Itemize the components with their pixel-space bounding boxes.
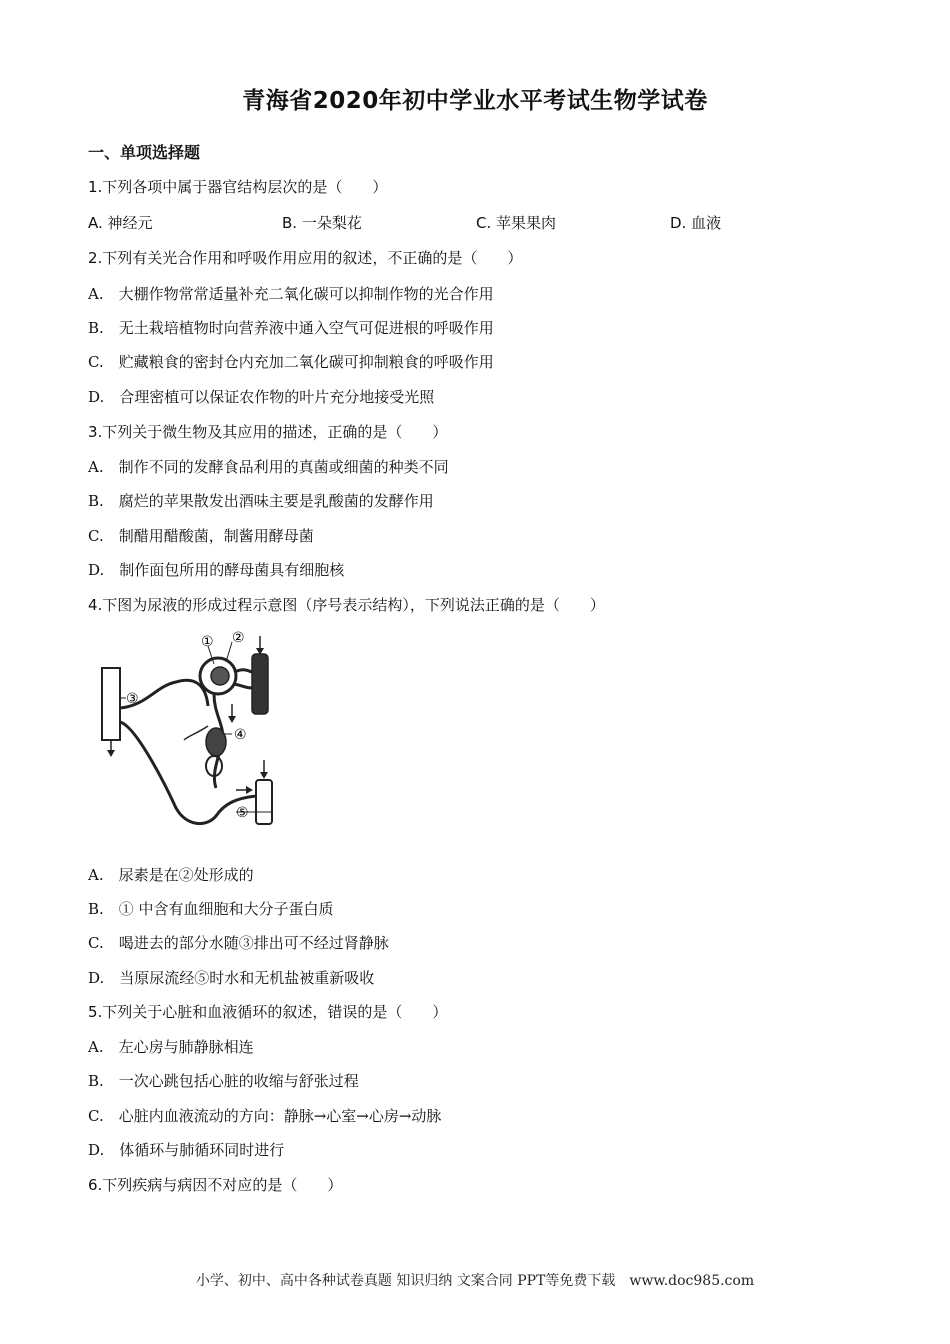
question-5-option-a: A. 左心房与肺静脉相连: [88, 1038, 254, 1056]
section-heading: 一、单项选择题: [88, 143, 201, 162]
glomerulus-shape: [211, 667, 229, 685]
question-4-option-c: C. 喝进去的部分水随③排出可不经过肾静脉: [88, 934, 389, 952]
label-3: ③: [126, 691, 139, 707]
question-2-option-b: B. 无土栽培植物时向营养液中通入空气可促进根的呼吸作用: [88, 319, 494, 337]
question-4-stem: 4.下图为尿液的形成过程示意图（序号表示结构），下列说法正确的是（ ）: [88, 596, 605, 614]
footer-text: 小学、初中、高中各种试卷真题 知识归纳 文案合同 PPT等免费下载 www.doc985.com: [195, 1273, 755, 1289]
label-4: ④: [234, 727, 247, 743]
question-1-option-d: D. 血液: [670, 214, 722, 232]
question-1-option-c: C. 苹果果肉: [476, 214, 557, 232]
question-1-option-b: B. 一朵梨花: [282, 214, 362, 232]
collecting-duct-shape: [102, 668, 120, 740]
blood-vessel-shape: [252, 654, 268, 714]
label-5: ⑤: [236, 805, 249, 821]
question-4-option-d: D. 当原尿流经⑤时水和无机盐被重新吸收: [88, 969, 375, 987]
question-2-option-a: A. 大棚作物常常适量补充二氧化碳可以抑制作物的光合作用: [88, 285, 494, 303]
vein-shape: [256, 780, 272, 824]
label-1: ①: [201, 634, 214, 650]
question-2-option-c: C. 贮藏粮食的密封仓内充加二氧化碳可抑制粮食的呼吸作用: [88, 353, 494, 371]
question-5-option-b: B. 一次心跳包括心脏的收缩与舒张过程: [88, 1072, 359, 1090]
question-2-option-d: D. 合理密植可以保证农作物的叶片充分地接受光照: [88, 388, 435, 406]
question-3-option-b: B. 腐烂的苹果散发出酒味主要是乳酸菌的发酵作用: [88, 492, 434, 510]
question-5-stem: 5.下列关于心脏和血液循环的叙述，错误的是（ ）: [88, 1003, 448, 1021]
question-4-option-a: A. 尿素是在②处形成的: [88, 866, 254, 884]
question-6-stem: 6.下列疾病与病因不对应的是（ ）: [88, 1176, 343, 1194]
question-5-option-c: C. 心脏内血液流动的方向：静脉→心室→心房→动脉: [88, 1107, 442, 1125]
question-3-option-c: C. 制醋用醋酸菌，制酱用酵母菌: [88, 527, 314, 545]
page-title: 青海省2020年初中学业水平考试生物学试卷: [242, 88, 708, 114]
question-5-option-d: D. 体循环与肺循环同时进行: [88, 1141, 285, 1159]
question-3-stem: 3.下列关于微生物及其应用的描述，正确的是（ ）: [88, 423, 448, 441]
question-4-option-b: B. ① 中含有血细胞和大分子蛋白质: [88, 900, 334, 918]
label-2: ②: [232, 630, 245, 646]
question-3-option-a: A. 制作不同的发酵食品利用的真菌或细菌的种类不同: [88, 458, 449, 476]
question-1-option-a: A. 神经元: [88, 214, 153, 232]
nephron-diagram: [96, 626, 296, 832]
question-1-stem: 1.下列各项中属于器官结构层次的是（ ）: [88, 178, 388, 196]
question-2-stem: 2.下列有关光合作用和呼吸作用应用的叙述，不正确的是（ ）: [88, 249, 523, 267]
question-3-option-d: D. 制作面包所用的酵母菌具有细胞核: [88, 561, 345, 579]
